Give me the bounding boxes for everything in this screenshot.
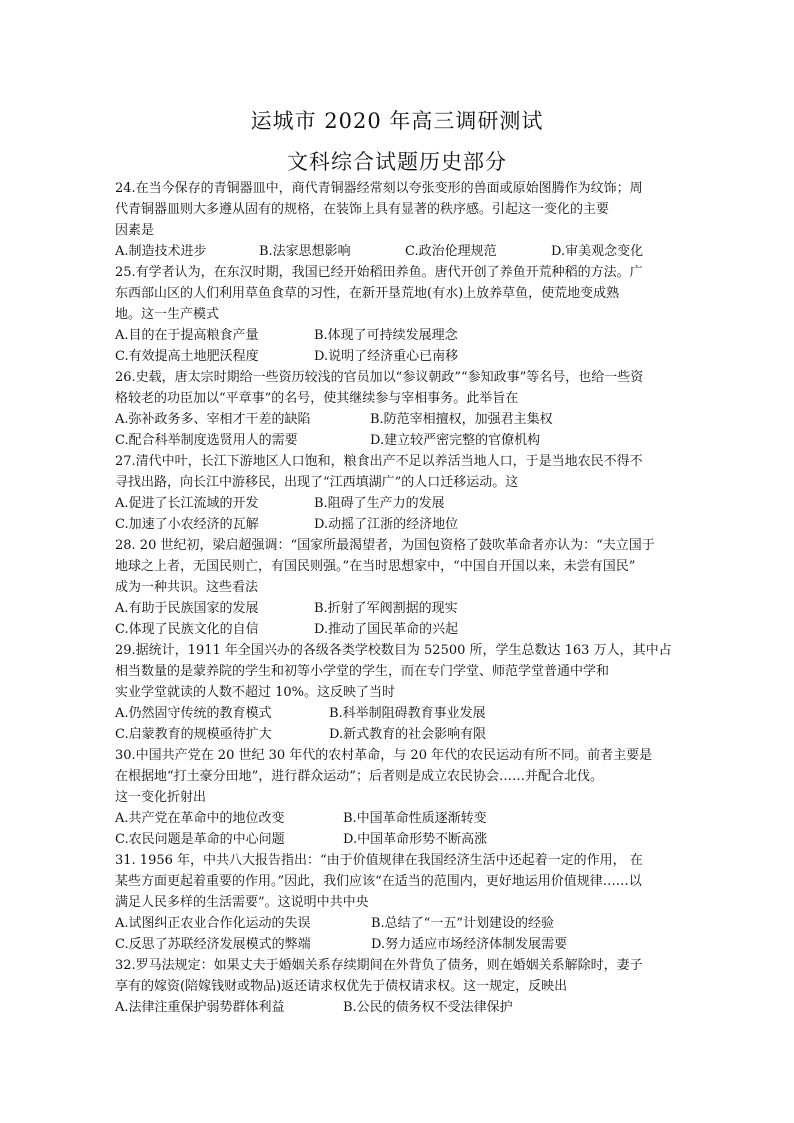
q29-line-1: 29.据统计，1911 年全国兴办的各级各类学校数目为 52500 所，学生总数达 163 万人，其中占 bbox=[115, 643, 672, 658]
q30-option-b: B.中国革命性质逐渐转变 bbox=[343, 811, 487, 826]
q24-line-3: 因素是 bbox=[115, 223, 155, 238]
q28-line-2: 地球之上者，无国民则亡，有国民则强。”在当时思想家中，“中国自开国以来，未尝有国民” bbox=[115, 559, 636, 574]
q28-option-b: B.折射了军阀割据的现实 bbox=[314, 601, 458, 616]
q31-option-c: C.反思了苏联经济发展模式的弊端 bbox=[115, 937, 311, 952]
q29-option-c: C.启蒙教育的规模亟待扩大 bbox=[115, 727, 272, 742]
q26-option-c: C.配合科举制度选贤用人的需要 bbox=[115, 433, 298, 448]
q28-option-d: D.推动了国民革命的兴起 bbox=[314, 622, 459, 637]
q24-option-b: B.法家思想影响 bbox=[259, 244, 351, 259]
q24-line-1: 24.在当今保存的青铜器皿中，商代青铜器经常刻以夸张变形的兽面或原始图腾作为纹饰；周 bbox=[115, 181, 643, 196]
q31-line-1: 31. 1956 年，中共八大报告指出：“由于价值规律在我国经济生活中还起着一定的作用， 在 bbox=[115, 853, 643, 868]
q27-option-c: C.加速了小农经济的瓦解 bbox=[115, 517, 259, 532]
q27-option-a: A.促进了长江流域的开发 bbox=[115, 496, 259, 511]
q25-option-a: A.目的在于提高粮食产量 bbox=[115, 328, 259, 343]
q25-option-d: D.说明了经济重心已南移 bbox=[314, 349, 459, 364]
q31-option-a: A.试图纠正农业合作化运动的失误 bbox=[115, 916, 311, 931]
q30-option-d: D.中国革命形势不断高涨 bbox=[343, 832, 488, 847]
q25-option-b: B.体现了可持续发展理念 bbox=[314, 328, 458, 343]
q31-option-d: D.努力适应市场经济体制发展需要 bbox=[371, 937, 568, 952]
q25-option-c: C.有效提高土地肥沃程度 bbox=[115, 349, 259, 364]
q28-line-1: 28. 20 世纪初，梁启超强调：“国家所最渴望者，为国包资格了鼓吹革命者亦认为：“夫立国于 bbox=[115, 538, 655, 553]
q26-option-b: B.防范宰相擅权，加强君主集权 bbox=[370, 412, 553, 427]
q29-option-b: B.科举制阻碍教育事业发展 bbox=[329, 706, 486, 721]
q24-option-a: A.制造技术进步 bbox=[115, 244, 207, 259]
q26-option-d: D.建立较严密完整的官僚机构 bbox=[370, 433, 541, 448]
q26-line-1: 26.史载，唐太宗时期给一些资历较浅的官员加以“参议朝政”“参知政事”等名号，也给一些资 bbox=[115, 370, 644, 385]
q32-line-2: 享有的嫁资(陪嫁钱财或物品)返还请求权优先于债权请求权。这一规定，反映出 bbox=[115, 979, 568, 994]
q25-line-2: 东西部山区的人们利用草鱼食草的习性，在新开垦荒地(有水)上放养草鱼，使荒地变成熟 bbox=[115, 286, 620, 301]
q28-option-c: C.体现了民族文化的自信 bbox=[115, 622, 259, 637]
q25-line-1: 25.有学者认为，在东汉时期，我国已经开始稻田养鱼。唐代开创了养鱼开荒种稻的方法。广 bbox=[115, 265, 643, 280]
q31-line-2: 某些方面更起着重要的作用。”因此，我们应该“在适当的范围内，更好地运用价值规律……以 bbox=[115, 874, 642, 889]
q32-line-1: 32.罗马法规定：如果丈夫于婚姻关系存续期间在外背负了债务，则在婚姻关系解除时，妻子 bbox=[115, 958, 643, 973]
page-title: 运城市 2020 年高三调研测试 bbox=[250, 109, 544, 133]
q26-option-a: A.弥补政务多、宰相才干差的缺陷 bbox=[115, 412, 311, 427]
q32-option-b: B.公民的债务权不受法律保护 bbox=[343, 1000, 513, 1015]
page-subtitle: 文科综合试题历史部分 bbox=[287, 150, 507, 174]
q25-line-3: 地。这一生产模式 bbox=[115, 307, 220, 322]
q24-line-2: 代青铜器皿则大多遵从固有的规格，在装饰上具有显著的秩序感。引起这一变化的主要 bbox=[115, 202, 610, 217]
q28-line-3: 成为一种共识。这些看法 bbox=[115, 580, 259, 595]
q30-line-3: 这一变化折射出 bbox=[115, 790, 207, 805]
q31-option-b: B.总结了“一五”计划建设的经验 bbox=[371, 916, 554, 931]
q27-option-d: D.动摇了江浙的经济地位 bbox=[314, 517, 459, 532]
q30-option-a: A.共产党在革命中的地位改变 bbox=[115, 811, 285, 826]
q28-option-a: A.有助于民族国家的发展 bbox=[115, 601, 259, 616]
q26-line-2: 格较老的功臣加以“平章事”的名号，使其继续参与宰相事务。此举旨在 bbox=[115, 391, 519, 406]
q27-line-2: 寻找出路，向长江中游移民，出现了“江西填湖广”的人口迁移运动。这 bbox=[115, 475, 519, 490]
q27-option-b: B.阻碍了生产力的发展 bbox=[314, 496, 445, 511]
q32-option-a: A.法律注重保护弱势群体利益 bbox=[115, 1000, 285, 1015]
q29-option-a: A.仍然固守传统的教育模式 bbox=[115, 706, 272, 721]
q30-line-2: 在根据地“打土豪分田地”，进行群众运动”；后者则是成立农民协会……并配合北伐。 bbox=[115, 769, 603, 784]
q31-line-3: 满足人民多样的生活需要”。这说明中共中央 bbox=[115, 895, 369, 910]
q24-option-c: C.政治伦理规范 bbox=[405, 244, 497, 259]
q30-line-1: 30.中国共产党在 20 世纪 30 年代的农村革命，与 20 年代的农民运动有所不同。前者主要是 bbox=[115, 748, 653, 763]
q29-line-3: 实业学堂就读的人数不超过 10%。这反映了当时 bbox=[115, 685, 396, 700]
q24-option-d: D.审美观念变化 bbox=[551, 244, 644, 259]
q29-line-2: 相当数量的是蒙养院的学生和初等小学堂的学生，而在专门学堂、师范学堂普通中学和 bbox=[115, 664, 610, 679]
q27-line-1: 27.清代中叶，长江下游地区人口饱和，粮食出产不足以养活当地人口，于是当地农民不得不 bbox=[115, 454, 643, 469]
q29-option-d: D.新式教育的社会影响有限 bbox=[329, 727, 487, 742]
q30-option-c: C.农民问题是革命的中心问题 bbox=[115, 832, 285, 847]
